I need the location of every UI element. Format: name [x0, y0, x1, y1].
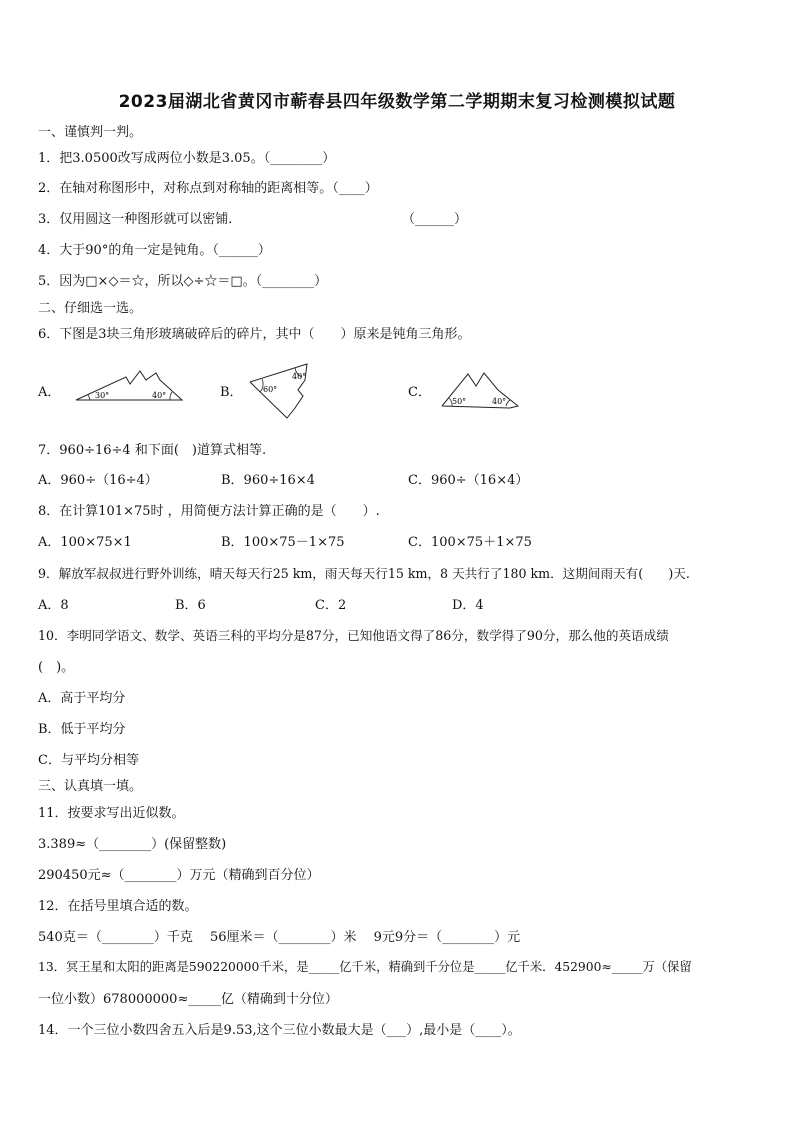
q6-c-angle-40: 40°: [492, 397, 507, 406]
q8-option-c: C．100×75＋1×75: [408, 535, 532, 550]
q6-b-angle-60: 60°: [263, 385, 278, 394]
question-10-continued: ( )。: [38, 660, 75, 675]
section-heading-judge: 一、谨慎判一判。: [38, 125, 143, 140]
q8-option-a: A．100×75×1: [38, 535, 132, 550]
q9-option-c: C．2: [315, 598, 347, 613]
question-11: 11．按要求写出近似数。: [38, 806, 185, 821]
question-13: 13．冥王星和太阳的距离是590220000千米，是_____亿千米，精确到千分位是_____亿千米．452900≈_____万（保留: [38, 960, 692, 974]
page-title: 2023届湖北省黄冈市蕲春县四年级数学第二学期期末复习检测模拟试题: [118, 92, 676, 112]
q6-option-a-figure: [74, 368, 184, 404]
q6-a-angle-40: 40°: [152, 391, 167, 400]
q9-option-a: A．8: [38, 598, 69, 613]
question-5: 5．因为□×◇＝☆，所以◇÷☆＝□。（________）: [38, 274, 328, 289]
question-4: 4．大于90°的角一定是钝角。（______）: [38, 243, 271, 258]
question-14: 14．一个三位小数四舍五入后是9.53,这个三位小数最大是（___）,最小是（____）。: [38, 1023, 521, 1038]
question-7: 7．960÷16÷4 和下面( )道算式相等.: [38, 443, 267, 458]
q6-option-c-figure: [440, 370, 522, 410]
question-12-a: 540克＝（________）千克 56厘米＝（________）米 9元9分＝（________）元: [38, 930, 521, 945]
section-heading-choose: 二、仔细选一选。: [38, 301, 143, 316]
q10-option-c: C．与平均分相等: [38, 753, 139, 768]
q8-option-b: B．100×75－1×75: [221, 535, 345, 550]
q6-option-c-label: C．: [408, 385, 431, 400]
question-3: 3．仅用圆这一种图形就可以密铺．: [38, 212, 242, 227]
question-12: 12．在括号里填合适的数。: [38, 899, 198, 914]
q7-option-c: C．960÷（16×4）: [408, 473, 529, 488]
question-6: 6．下图是3块三角形玻璃破碎后的碎片，其中（ ）原来是钝角三角形。: [38, 327, 471, 342]
q6-a-angle-30: 30°: [95, 391, 110, 400]
question-9: 9．解放军叔叔进行野外训练，晴天每天行25 km，雨天每天行15 km，8 天共行了180 km．这期间雨天有( )天.: [38, 566, 690, 581]
q9-option-b: B．6: [175, 598, 206, 613]
q9-option-d: D．4: [452, 598, 484, 613]
question-8: 8．在计算101×75时 ，用简便方法计算正确的是（ ）.: [38, 504, 380, 519]
q6-option-b-figure: [247, 360, 315, 422]
question-11-a: 3.389≈（________）(保留整数): [38, 837, 227, 852]
q6-option-b-label: B．: [220, 385, 243, 400]
question-11-b: 290450元≈（________）万元（精确到百分位）: [38, 868, 320, 883]
question-2: 2．在轴对称图形中，对称点到对称轴的距离相等。（____）: [38, 181, 378, 196]
q6-c-angle-50: 50°: [452, 397, 467, 406]
q7-option-a: A．960÷（16÷4）: [38, 473, 158, 488]
q10-option-a: A．高于平均分: [38, 691, 126, 706]
q6-b-angle-40: 40°: [292, 372, 307, 381]
question-13-continued: 一位小数）678000000≈_____亿（精确到十分位）: [38, 992, 338, 1007]
question-10: 10．李明同学语文、数学、英语三科的平均分是87分，已知他语文得了86分，数学得了90分，那么他的英语成绩: [38, 628, 669, 643]
question-1: 1．把3.0500改写成两位小数是3.05。（________）: [38, 151, 336, 166]
section-heading-fill: 三、认真填一填。: [38, 779, 143, 794]
question-3-answer-blank: （______）: [402, 212, 468, 227]
q7-option-b: B．960÷16×4: [221, 473, 315, 488]
q6-option-a-label: A．: [38, 385, 61, 400]
q10-option-b: B．低于平均分: [38, 722, 126, 737]
